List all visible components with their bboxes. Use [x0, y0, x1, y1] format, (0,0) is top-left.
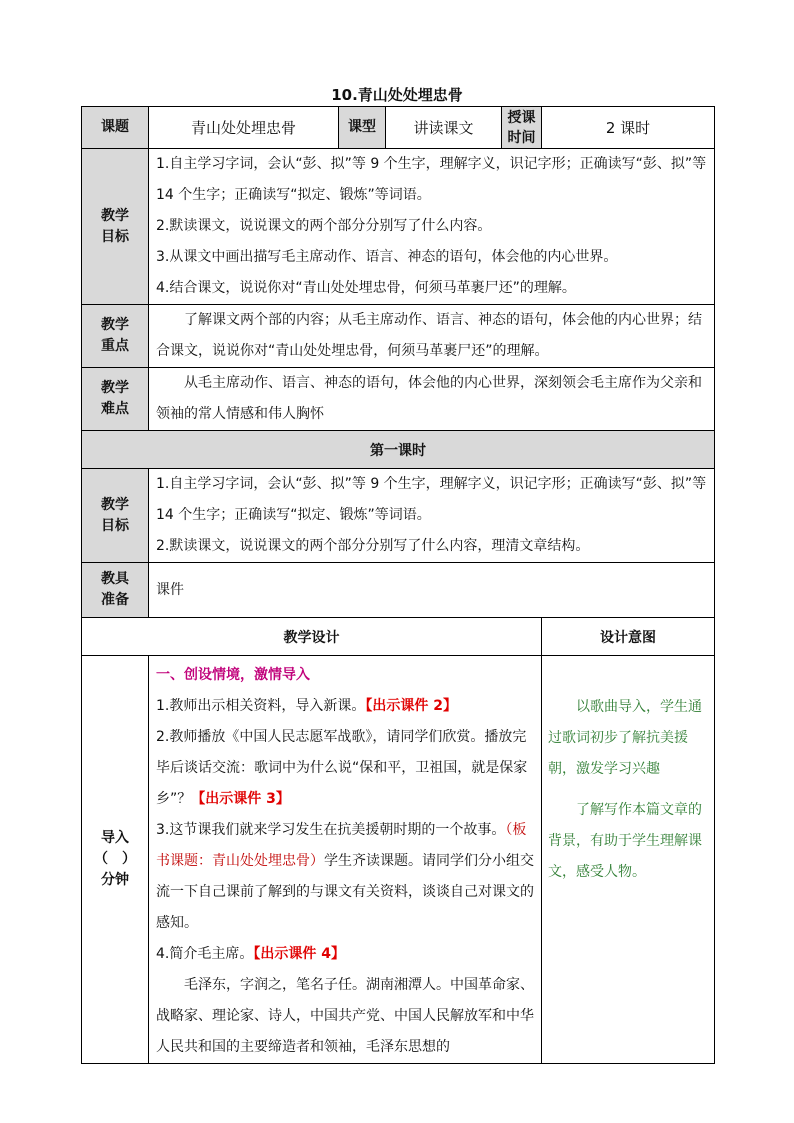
difficulties-content	[149, 368, 715, 431]
lesson-objectives-content	[149, 469, 715, 563]
tools-row	[82, 563, 715, 618]
intro-step-2	[156, 722, 536, 815]
objective-item: 4.结合课文，说说你对“青山处处埋忠骨，何须马革裹尸还”的理解。	[156, 280, 576, 296]
first-lesson-row	[82, 431, 715, 469]
step2-text: 2.教师播放《中国人民志愿军战歌》，请同学们欣赏。播放完毕后谈话交流：歌词中为什么说“保和平，卫祖国，就是保家乡”？	[156, 729, 528, 807]
intro-intent-content	[542, 656, 715, 1064]
lesson-objectives-label	[82, 469, 149, 563]
page-title: 10.青山处处埋忠骨	[331, 86, 463, 104]
tools-label-line2: 准备	[101, 592, 129, 608]
objective-item: 3.从课文中画出描写毛主席动作、语言、神态的语句，体会他的内心世界。	[156, 249, 618, 265]
intro-row	[82, 656, 715, 1064]
key-points-label	[82, 305, 149, 368]
step3-text-b: 学生齐读课题。请同学们分小组交流一下自己课前了解到的与课文有关资料，谈谈自己对课文的感知。	[156, 853, 534, 931]
key-points-text: 了解课文两个部的内容；从毛主席动作、语言、神态的语句，体会他的内心世界；结合课文，说说你对“青山处处埋忠骨，何须马革裹尸还”的理解。	[156, 312, 702, 359]
step2-tag: 【出示课件 3】	[191, 791, 290, 807]
time-value: 2 课时	[542, 107, 715, 149]
time-label-line2: 时间	[507, 129, 536, 146]
lesson-label: 课题	[82, 107, 149, 149]
type-value: 讲读课文	[386, 107, 502, 149]
difficulties-label-line2: 难点	[101, 401, 129, 417]
lesson-objective-item: 2.默读课文，说说课文的两个部分分别写了什么内容，理清文章结构。	[156, 538, 590, 554]
lesson-objectives-label-line2: 目标	[101, 517, 129, 534]
lesson-plan-table	[81, 106, 715, 1064]
lesson-objectives-row	[82, 469, 715, 563]
difficulties-text: 从毛主席动作、语言、神态的语句，体会他的内心世界，深刻领会毛主席作为父亲和领袖的常人情感和伟人胸怀	[156, 375, 702, 422]
intro-step-4	[156, 939, 536, 970]
lesson-objective-item: 1.自主学习字词，会认“彭、拟”等 9 个生字，理解字义，识记字形；正确读写“彭、拟”等 14 个生字；正确读写“拟定、锻炼”等词语。	[156, 476, 707, 523]
design-header-row	[82, 618, 715, 656]
first-lesson-title: 第一课时	[82, 431, 715, 469]
intro-label	[82, 656, 149, 1064]
difficulties-label	[82, 368, 149, 431]
intro-label-line1: 导入	[101, 830, 129, 846]
intro-label-line2: （ ）	[94, 851, 136, 867]
intro-step-1	[156, 691, 536, 722]
objectives-row	[82, 149, 715, 305]
intent-1: 以歌曲导入，学生通过歌词初步了解抗美援朝，激发学习兴趣	[548, 699, 702, 777]
lesson-objectives-label-line1: 教学	[101, 496, 129, 513]
objectives-label	[82, 149, 149, 305]
intro-design-content	[149, 656, 542, 1064]
objective-item: 2.默读课文，说说课文的两个部分分别写了什么内容。	[156, 218, 492, 234]
design-header: 教学设计	[82, 618, 542, 656]
time-label	[502, 107, 542, 149]
key-points-row	[82, 305, 715, 368]
objective-item: 1.自主学习字词，会认“彭、拟”等 9 个生字，理解字义，识记字形；正确读写“彭、拟”等 14 个生字；正确读写“拟定、锻炼”等词语。	[156, 156, 707, 203]
step4-tag: 【出示课件 4】	[253, 946, 345, 962]
header-row	[82, 107, 715, 149]
tools-label	[82, 563, 149, 618]
difficulties-label-line1: 教学	[101, 380, 129, 396]
intent-2: 了解写作本篇文章的背景，有助于学生理解课文，感受人物。	[548, 802, 702, 880]
step1-tag: 【出示课件 2】	[365, 698, 457, 714]
intro-step-3	[156, 815, 536, 939]
objectives-label-line1: 教学	[101, 207, 129, 224]
difficulties-row	[82, 368, 715, 431]
objectives-label-line2: 目标	[101, 228, 129, 245]
intro-section-title: 一、创设情境，激情导入	[156, 667, 310, 683]
step3-board: （板书课题：青山处处埋忠骨）	[156, 822, 527, 869]
intent-header: 设计意图	[542, 618, 715, 656]
key-points-content	[149, 305, 715, 368]
intro-bio: 毛泽东，字润之，笔名子任。湖南湘潭人。中国革命家、战略家、理论家、诗人，中国共产党、中国人民解放军和中华人民共和国的主要缔造者和领袖，毛泽东思想的	[156, 977, 534, 1055]
step4-text: 4.简介毛主席。	[156, 946, 254, 962]
intro-label-line3: 分钟	[101, 872, 129, 888]
key-points-label-line2: 重点	[101, 338, 129, 354]
tools-value: 课件	[149, 563, 715, 618]
tools-label-line1: 教具	[101, 571, 129, 587]
step3-text-a: 3.这节课我们就来学习发生在抗美援朝时期的一个故事。	[156, 822, 506, 838]
lesson-value: 青山处处埋忠骨	[149, 107, 339, 149]
step1-text: 1.教师出示相关资料，导入新课。	[156, 698, 366, 714]
time-label-line1: 授课	[507, 109, 536, 126]
key-points-label-line1: 教学	[101, 317, 129, 333]
objectives-content	[149, 149, 715, 305]
type-label: 课型	[339, 107, 386, 149]
